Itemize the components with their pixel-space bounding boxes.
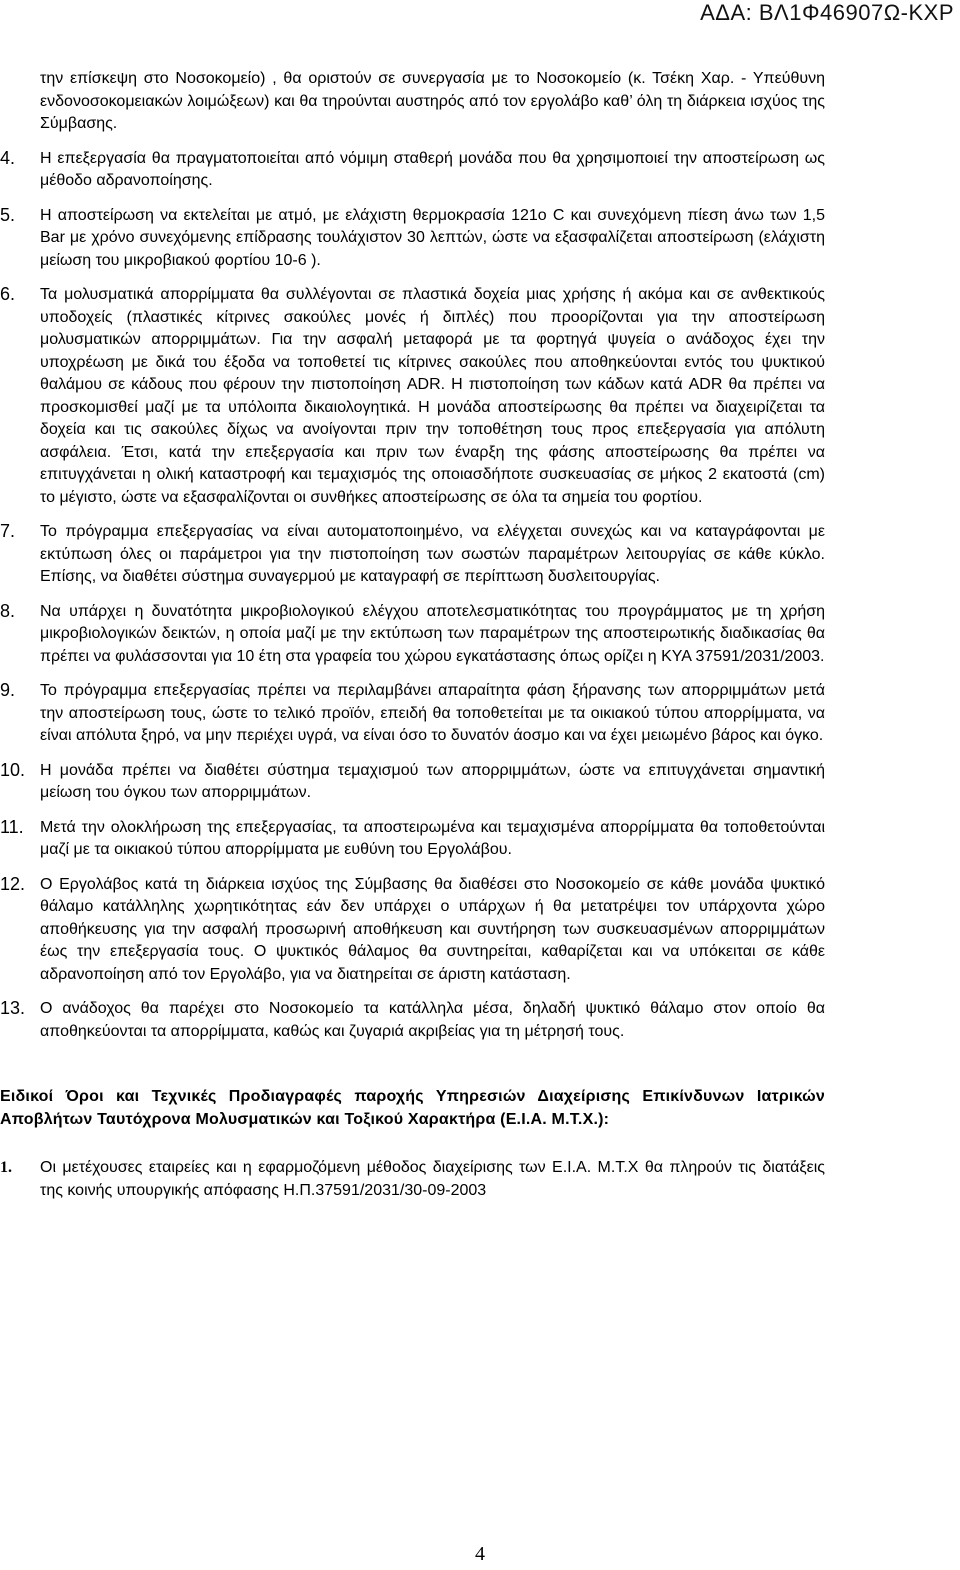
- item-text: Η αποστείρωση να εκτελείται με ατμό, με ελάχιστη θερμοκρασία 121ο C και συνεχόμενη πίεση άνω των 1,5 Bar με χρόνο συνεχόμενης επίδρασης τουλάχιστον 30 λεπτών, ώστε να εξασφαλίζεται αποστείρωση (ελάχιστη μείωση του μικροβιακού φορτίου 10-6 ).: [40, 206, 825, 269]
- item-number: 13.: [0, 998, 26, 1018]
- item-number: 6.: [0, 284, 16, 304]
- item-text: Ο ανάδοχος θα παρέχει στο Νοσοκομείο τα κατάλληλα μέσα, δηλαδή ψυκτικό θάλαμο στον οποίο θα αποθηκεύονται τα απορρίμματα, καθώς και ζυγαριά ακριβείας για τη μέτρησή τους.: [40, 1000, 825, 1040]
- item-number: 12.: [0, 873, 26, 894]
- list-item: [0, 759, 825, 805]
- list-item: [0, 873, 825, 987]
- item-text: Μετά την ολοκλήρωση της επεξεργασίας, τα αποστειρωμένα και τεμαχισμένα απορρίμματα θα τοποθετούνται μαζί με τα οικιακού τύπου απορρίμματα με ευθύνη του Εργολάβου.: [40, 818, 825, 858]
- list-item: [0, 600, 825, 669]
- item-text: Ο Εργολάβος κατά τη διάρκεια ισχύος της Σύμβασης θα διαθέσει στο Νοσοκομείο σε κάθε μονάδα ψυκτικό θάλαμο κατάλληλης χωρητικότητας εάν δεν υπάρχει ο υπάρχων ή θα μετατρέψει τον υπάρχοντα χώρο αποθήκευσης για την ασφαλή προσωρινή αποθήκευση και συντήρηση των συσκευασμένων απορριμμάτων έως την επεξεργασία τους. Ο ψυκτικός θάλαμος θα συντηρείται, καθαρίζεται και να υπόκειται σε κάθε αδρανοποίηση από τον Εργολάβο, για να διατηρείται σε άριστη κατάσταση.: [40, 875, 825, 983]
- item-number: 9.: [0, 680, 16, 700]
- item-number: 5.: [0, 204, 16, 225]
- list-item: [0, 998, 825, 1043]
- document-body: [0, 68, 825, 1202]
- list-item: [0, 680, 825, 748]
- item-text: Να υπάρχει η δυνατότητα μικροβιολογικού ελέγχου αποτελεσματικότητας του προγράμματος με τη χρήση μικροβιολογικών δεικτών, η οποία μαζί με την εκτύπωση των παραμέτρων της αποστειρωτικής διαδικασίας θα πρέπει να φυλάσσονται για 10 έτη στα γραφεία του χώρου εγκατάστασης όπως ορίζει η ΚΥΑ 37591/2031/2003.: [40, 602, 825, 665]
- item-text: Η επεξεργασία θα πραγματοποιείται από νόμιμη σταθερή μονάδα που θα χρησιμοποιεί την αποστείρωση ως μέθοδο αδρανοποίησης.: [40, 149, 825, 189]
- item-text: Τα μολυσματικά απορρίμματα θα συλλέγονται σε πλαστικά δοχεία μιας χρήσης ή ακόμα και σε ανθεκτικούς υποδοχείς (πλαστικές κίτρινες σακούλες μονές ή διπλές) που προορίζονται για την αποστείρωση μολυσματικών απορριμμάτων. Για την ασφαλή μεταφορά με τα φορτηγά ψυγεία ο ανάδοχος έχει την υποχρέωση με δικά του έξοδα να τοποθετεί τις κίτρινες σακούλες που αποθηκεύονται εντός του ψυκτικού θαλάμου σε κάδους που φέρουν την πιστοποίηση ADR. Η πιστοποίηση των κάδων κατά ADR θα πρέπει να προσκομισθεί μαζί με τα υπόλοιπα δικαιολογητικά. Η μονάδα αποστείρωσης θα πρέπει να διαχειρίζεται τα δοχεία και τις σακούλες δίχως να ανοίγονται πριν την τοποθέτηση τους προς επεξεργασία για απόλυτη ασφάλεια. Έτσι, κατά την επεξεργασία και πριν των έναρξη της φάσης αποστείρωσης θα πρέπει να επιτυγχάνεται η ολική καταστροφή και τεμαχισμός της οποιασδήποτε συσκευασίας σε μήκος 2 εκατοστά (cm) το μέγιστο, ώστε να εξασφαλίζονται οι συνθήκες αποστείρωσης σε όλα τα σημεία του φορτίου.: [40, 286, 825, 506]
- item-number: 4.: [0, 147, 16, 168]
- item-number: 8.: [0, 600, 16, 621]
- list-item: [0, 147, 825, 193]
- item-number: 10.: [0, 759, 26, 780]
- list-item: [0, 204, 825, 273]
- ada-code: ΑΔΑ: ΒΛ1Φ46907Ω-ΚΧΡ: [700, 0, 954, 25]
- section-heading: Ειδικοί Όροι και Τεχνικές Προδιαγραφές παροχής Υπηρεσιών Διαχείρισης Επικίνδυνων Ιατρικών Αποβλήτων Ταυτόχρονα Μολυσματικών και Τοξικού Χαρακτήρα (Ε.Ι.Α. Μ.Τ.Χ.):: [0, 1088, 825, 1128]
- intro-paragraph: την επίσκεψη στο Νοσοκομείο) , θα οριστούν σε συνεργασία με το Νοσοκομείο (κ. Τσέκη Χαρ. - Υπεύθυνη ενδονοσοκομειακών λοιμώξεων) και θα τηρούνται αυστηρός από τον εργολάβο καθ’ όλη τη διάρκεια ισχύος της Σύμβασης.: [40, 70, 825, 132]
- list-item: [0, 284, 825, 509]
- list-item: [0, 521, 825, 589]
- section-list-item: [0, 1157, 825, 1202]
- item-text: Οι μετέχουσες εταιρείες και η εφαρμοζόμενη μέθοδος διαχείρισης των Ε.Ι.Α. Μ.Τ.Χ θα πληρούν τις διατάξεις της κοινής υπουργικής απόφασης Η.Π.37591/2031/30-09-2003: [40, 1159, 825, 1199]
- list-item: [0, 816, 825, 862]
- item-number: 11.: [0, 816, 24, 837]
- item-number: 1.: [0, 1159, 12, 1176]
- item-text: Η μονάδα πρέπει να διαθέτει σύστημα τεμαχισμού των απορριμμάτων, ώστε να επιτυγχάνεται σημαντική μείωση του όγκου των απορριμμάτων.: [40, 761, 825, 801]
- page-number: 4: [475, 1543, 485, 1565]
- item-text: Το πρόγραμμα επεξεργασίας να είναι αυτοματοποιημένο, να ελέγχεται συνεχώς και να καταγράφονται με εκτύπωση όλες οι παράμετροι για την πιστοποίηση των σωστών παραμέτρων λειτουργίας σε κάθε κύκλο. Επίσης, να διαθέτει σύστημα συναγερμού με καταγραφή σε περίπτωση δυσλειτουργίας.: [40, 523, 825, 585]
- item-text: Το πρόγραμμα επεξεργασίας πρέπει να περιλαμβάνει απαραίτητα φάση ξήρανσης των απορριμμάτων μετά την αποστείρωση τους, ώστε το τελικό προϊόν, επειδή θα τοποθετείται με τα οικιακού τύπου απορρίμματα, να είναι απόλυτα ξηρό, να μην περιέχει υγρά, να είναι όσο το δυνατόν άοσμο και να έχει μειωμένο βάρος και όγκο.: [40, 682, 825, 744]
- item-number: 7.: [0, 521, 16, 541]
